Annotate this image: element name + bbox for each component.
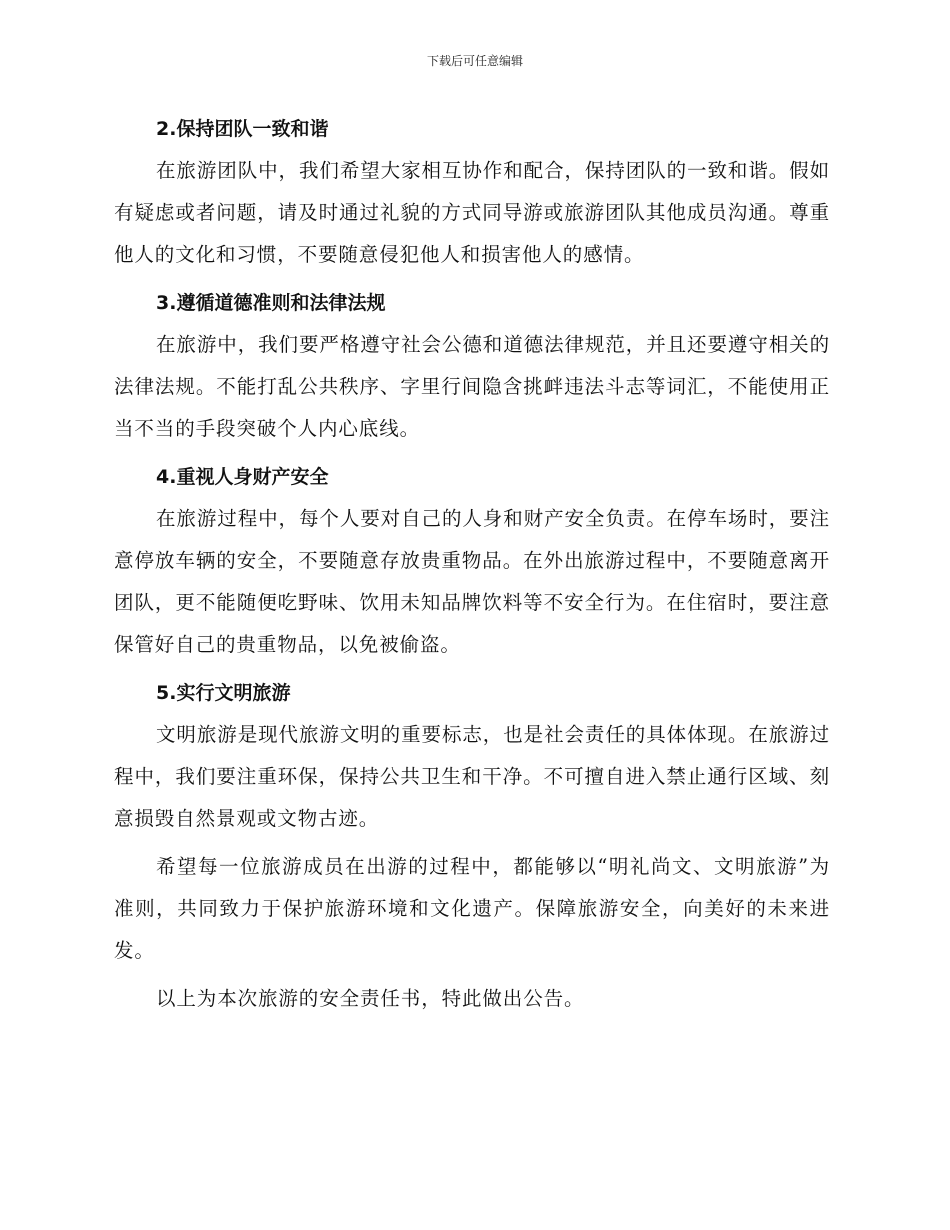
section-civilized-travel (114, 672, 830, 840)
section-team-harmony (114, 108, 830, 276)
section-ethics-law (114, 282, 830, 450)
section-heading: 5.实行文明旅游 (156, 682, 291, 704)
section-heading: 3.遵循道德准则和法律法规 (156, 292, 386, 314)
section-heading: 4.重视人身财产安全 (156, 466, 329, 488)
section-paragraph: 在旅游中，我们要严格遵守社会公德和道德法律规范，并且还要遵守相关的法律法规。不能打乱公共秩序、字里行间隐含挑衅违法斗志等词汇，不能使用正当不当的手段突破个人内心底线。 (114, 333, 830, 440)
closing-paragraph: 希望每一位旅游成员在出游的过程中，都能够以“明礼尚文、文明旅游”为准则，共同致力于保护旅游环境和文化遗产。保障旅游安全，向美好的未来进发。 (114, 855, 830, 962)
section-personal-safety (114, 456, 830, 666)
document-body (114, 108, 830, 1020)
section-paragraph: 文明旅游是现代旅游文明的重要标志，也是社会责任的具体体现。在旅游过程中，我们要注重环保，保持公共卫生和干净。不可擅自进入禁止通行区域、刻意损毁自然景观或文物古迹。 (114, 723, 830, 830)
section-paragraph: 在旅游过程中，每个人要对自己的人身和财产安全负责。在停车场时，要注意停放车辆的安全，不要随意存放贵重物品。在外出旅游过程中，不要随意离开团队，更不能随便吃野味、饮用未知品牌饮料等不安全行为。在住宿时，要注意保管好自己的贵重物品，以免被偷盗。 (114, 507, 830, 656)
page-header: 下载后可任意编辑 (426, 54, 523, 68)
section-paragraph: 在旅游团队中，我们希望大家相互协作和配合，保持团队的一致和谐。假如有疑虑或者问题，请及时通过礼貌的方式同导游或旅游团队其他成员沟通。尊重他人的文化和习惯，不要随意侵犯他人和损害他人的感情。 (114, 159, 830, 266)
section-heading: 2.保持团队一致和谐 (156, 118, 329, 140)
closing-statement: 以上为本次旅游的安全责任书，特此做出公告。 (156, 987, 585, 1010)
